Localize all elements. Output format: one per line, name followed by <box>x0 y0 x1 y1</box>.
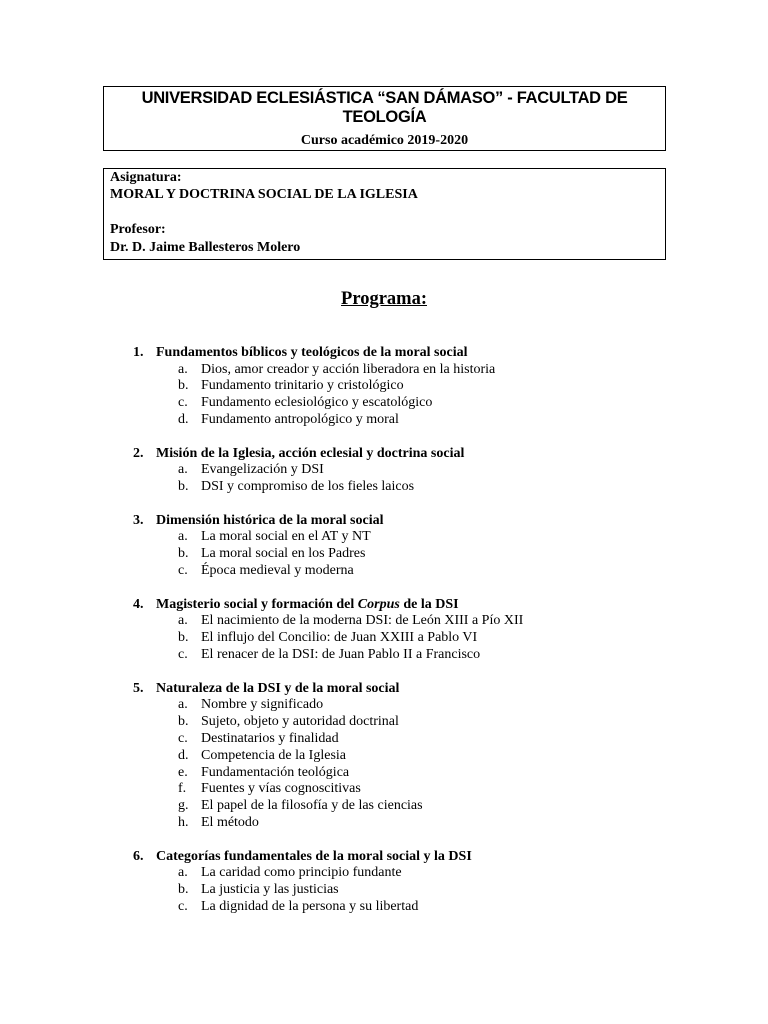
item-letter: b. <box>178 546 189 561</box>
list-item: La moral social en los Padres <box>201 546 366 561</box>
section-title-part: Magisterio social y formación del <box>156 597 358 612</box>
section-title: Categorías fundamentales de la moral social y la DSI <box>156 849 472 864</box>
section-number: 3. <box>133 513 144 528</box>
section-number: 2. <box>133 446 144 461</box>
programa-heading: Programa: <box>341 289 427 309</box>
item-letter: c. <box>178 563 188 578</box>
list-item: El método <box>201 815 259 830</box>
subject-box <box>103 168 666 260</box>
item-letter: d. <box>178 412 189 427</box>
list-item: Competencia de la Iglesia <box>201 748 346 763</box>
item-letter: a. <box>178 865 188 880</box>
item-letter: c. <box>178 395 188 410</box>
item-letter: c. <box>178 647 188 662</box>
list-item: Fundamento trinitario y cristológico <box>201 378 404 393</box>
section-number: 6. <box>133 849 144 864</box>
item-letter: c. <box>178 731 188 746</box>
list-item: El papel de la filosofía y de las ciencias <box>201 798 423 813</box>
professor-label: Profesor: <box>110 222 166 237</box>
item-letter: a. <box>178 697 188 712</box>
professor-name: Dr. D. Jaime Ballesteros Molero <box>110 240 301 255</box>
item-letter: a. <box>178 529 188 544</box>
item-letter: c. <box>178 899 188 914</box>
university-title: UNIVERSIDAD ECLESIÁSTICA “SAN DÁMASO” - FACULTAD DE TEOLOGÍA <box>141 89 628 126</box>
subject-label: Asignatura: <box>110 170 182 185</box>
item-letter: h. <box>178 815 189 830</box>
section-title <box>156 597 459 613</box>
section-number: 5. <box>133 681 144 696</box>
list-item: Evangelización y DSI <box>201 462 324 477</box>
list-item: La dignidad de la persona y su libertad <box>201 899 419 914</box>
list-item: Nombre y significado <box>201 697 324 712</box>
header-box <box>103 86 666 151</box>
list-item: Dios, amor creador y acción liberadora en la historia <box>201 362 496 377</box>
subject-name: MORAL Y DOCTRINA SOCIAL DE LA IGLESIA <box>110 187 418 202</box>
list-item: Fundamentación teológica <box>201 765 350 780</box>
section-number: 1. <box>133 345 144 360</box>
section-title: Misión de la Iglesia, acción eclesial y doctrina social <box>156 446 465 461</box>
list-item: Fundamento antropológico y moral <box>201 412 399 427</box>
item-letter: b. <box>178 714 189 729</box>
list-item: La moral social en el AT y NT <box>201 529 371 544</box>
item-letter: b. <box>178 479 189 494</box>
course-year: Curso académico 2019-2020 <box>300 133 469 148</box>
item-letter: d. <box>178 748 189 763</box>
section-number: 4. <box>133 597 144 612</box>
item-letter: b. <box>178 378 189 393</box>
item-letter: a. <box>178 462 188 477</box>
section-title: Naturaleza de la DSI y de la moral social <box>156 681 400 696</box>
list-item: DSI y compromiso de los fieles laicos <box>201 479 415 494</box>
item-letter: b. <box>178 630 189 645</box>
item-letter: b. <box>178 882 189 897</box>
list-item: Destinatarios y finalidad <box>201 731 339 746</box>
list-item: Época medieval y moderna <box>201 563 354 578</box>
section-title-part: de la DSI <box>399 597 459 612</box>
list-item: La justicia y las justicias <box>201 882 339 897</box>
section-title-emphasis: Corpus <box>357 597 400 612</box>
list-item: La caridad como principio fundante <box>201 865 402 880</box>
list-item: Fuentes y vías cognoscitivas <box>201 781 361 796</box>
list-item: Sujeto, objeto y autoridad doctrinal <box>201 714 399 729</box>
item-letter: e. <box>178 765 188 780</box>
item-letter: a. <box>178 613 188 628</box>
section-title: Fundamentos bíblicos y teológicos de la moral social <box>156 345 468 360</box>
list-item: Fundamento eclesiológico y escatológico <box>201 395 433 410</box>
item-letter: f. <box>178 781 187 796</box>
list-item: El renacer de la DSI: de Juan Pablo II a Francisco <box>201 647 481 662</box>
item-letter: a. <box>178 362 188 377</box>
item-letter: g. <box>178 798 189 813</box>
list-item: El nacimiento de la moderna DSI: de León XIII a Pío XII <box>201 613 524 628</box>
section-title: Dimensión histórica de la moral social <box>156 513 384 528</box>
list-item: El influjo del Concilio: de Juan XXIII a Pablo VI <box>201 630 478 645</box>
